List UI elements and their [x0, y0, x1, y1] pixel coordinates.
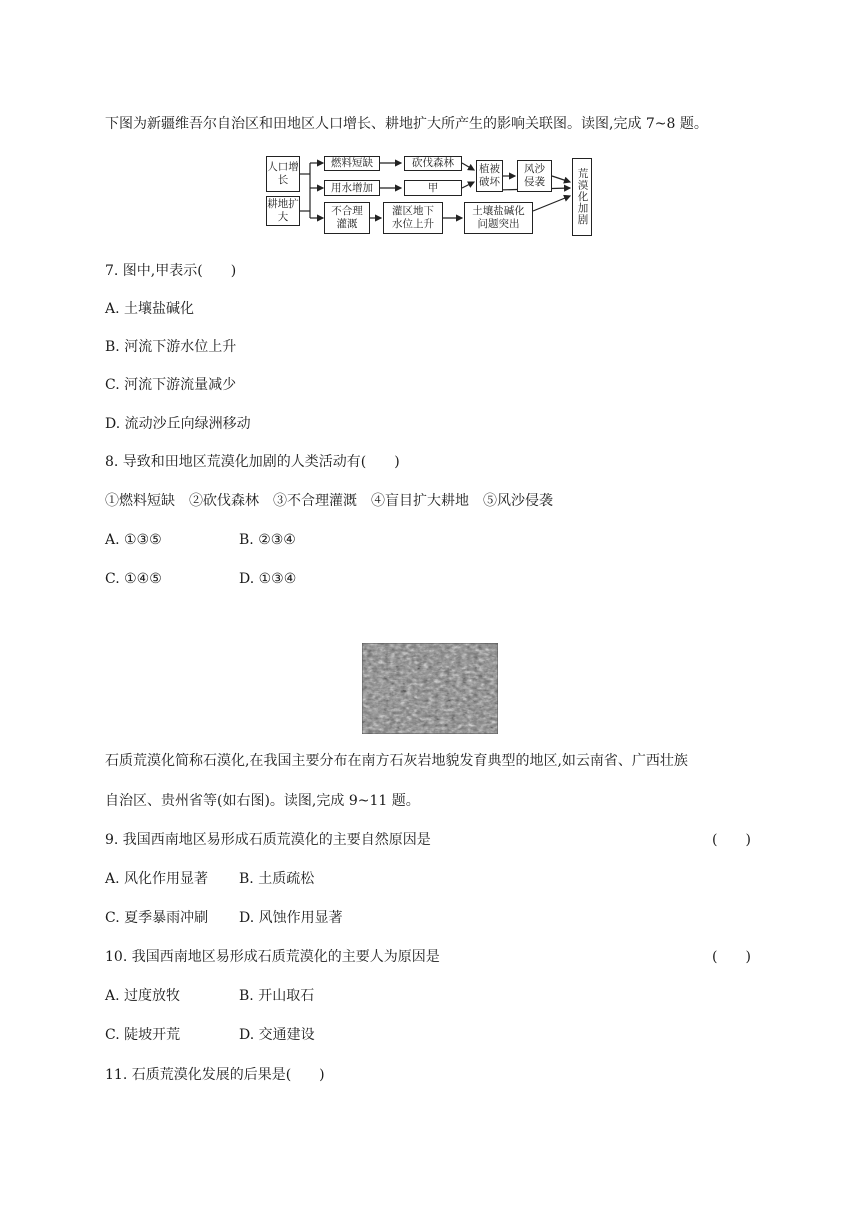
- box-desertification: 荒漠化加剧: [572, 158, 592, 236]
- box-sandstorm: 风沙侵袭: [517, 160, 552, 192]
- intro-text-9-11-line2: 自治区、贵州省等(如右图)。读图,完成 9~11 题。: [105, 793, 420, 809]
- q8-option-b[interactable]: B. ②③④: [239, 532, 296, 548]
- box-fuel-shortage: 燃料短缺: [324, 156, 380, 171]
- box-farmland-expansion: 耕地扩大: [266, 196, 300, 226]
- q8-items: ①燃料短缺 ②砍伐森林 ③不合理灌溉 ④盲目扩大耕地 ⑤风沙侵袭: [105, 493, 553, 509]
- box-deforestation: 砍伐森林: [404, 156, 462, 171]
- q8-option-a[interactable]: A. ①③⑤: [105, 532, 162, 548]
- box-population-growth: 人口增长: [266, 156, 300, 192]
- q10-option-b[interactable]: B. 开山取石: [239, 988, 315, 1004]
- q7-option-d[interactable]: D. 流动沙丘向绿洲移动: [105, 416, 251, 432]
- q9-answer-blank[interactable]: ( ): [712, 832, 751, 848]
- impact-flow-diagram: [266, 156, 592, 238]
- q7-stem: 7. 图中,甲表示( ): [105, 263, 237, 279]
- q10-answer-blank[interactable]: ( ): [712, 949, 751, 965]
- box-groundwater-rise: 灌区地下水位上升: [383, 202, 443, 234]
- q7-option-c[interactable]: C. 河流下游流量减少: [105, 377, 237, 393]
- q8-option-c[interactable]: C. ①④⑤: [105, 571, 162, 587]
- q10-option-a[interactable]: A. 过度放牧: [105, 988, 181, 1004]
- box-vegetation-damage: 植被破坏: [476, 160, 503, 192]
- rocky-desertification-photo: [362, 643, 498, 734]
- q9-option-d[interactable]: D. 风蚀作用显著: [239, 910, 343, 926]
- q7-option-a[interactable]: A. 土壤盐碱化: [105, 301, 195, 317]
- box-jia: 甲: [404, 180, 462, 196]
- intro-text-7-8: 下图为新疆维吾尔自治区和田地区人口增长、耕地扩大所产生的影响关联图。读图,完成 7~8 题。: [105, 116, 708, 132]
- q11-stem: 11. 石质荒漠化发展的后果是( ): [105, 1067, 325, 1083]
- q10-option-d[interactable]: D. 交通建设: [239, 1027, 315, 1043]
- box-water-increase: 用水增加: [324, 180, 380, 196]
- q9-stem: 9. 我国西南地区易形成石质荒漠化的主要自然原因是: [105, 832, 431, 848]
- box-salinization: 土壤盐碱化问题突出: [464, 202, 533, 234]
- q10-option-c[interactable]: C. 陡坡开荒: [105, 1027, 181, 1043]
- q9-option-a[interactable]: A. 风化作用显著: [105, 871, 209, 887]
- q8-stem: 8. 导致和田地区荒漠化加剧的人类活动有( ): [105, 454, 400, 470]
- q10-stem: 10. 我国西南地区易形成石质荒漠化的主要人为原因是: [105, 949, 440, 965]
- q8-option-d[interactable]: D. ①③④: [239, 571, 297, 587]
- q9-option-c[interactable]: C. 夏季暴雨冲刷: [105, 910, 209, 926]
- box-improper-irrigation: 不合理灌溉: [324, 202, 370, 234]
- intro-text-9-11-line1: 石质荒漠化简称石漠化,在我国主要分布在南方石灰岩地貌发育典型的地区,如云南省、广西壮族: [105, 753, 688, 769]
- q7-option-b[interactable]: B. 河流下游水位上升: [105, 339, 237, 355]
- q9-option-b[interactable]: B. 土质疏松: [239, 871, 315, 887]
